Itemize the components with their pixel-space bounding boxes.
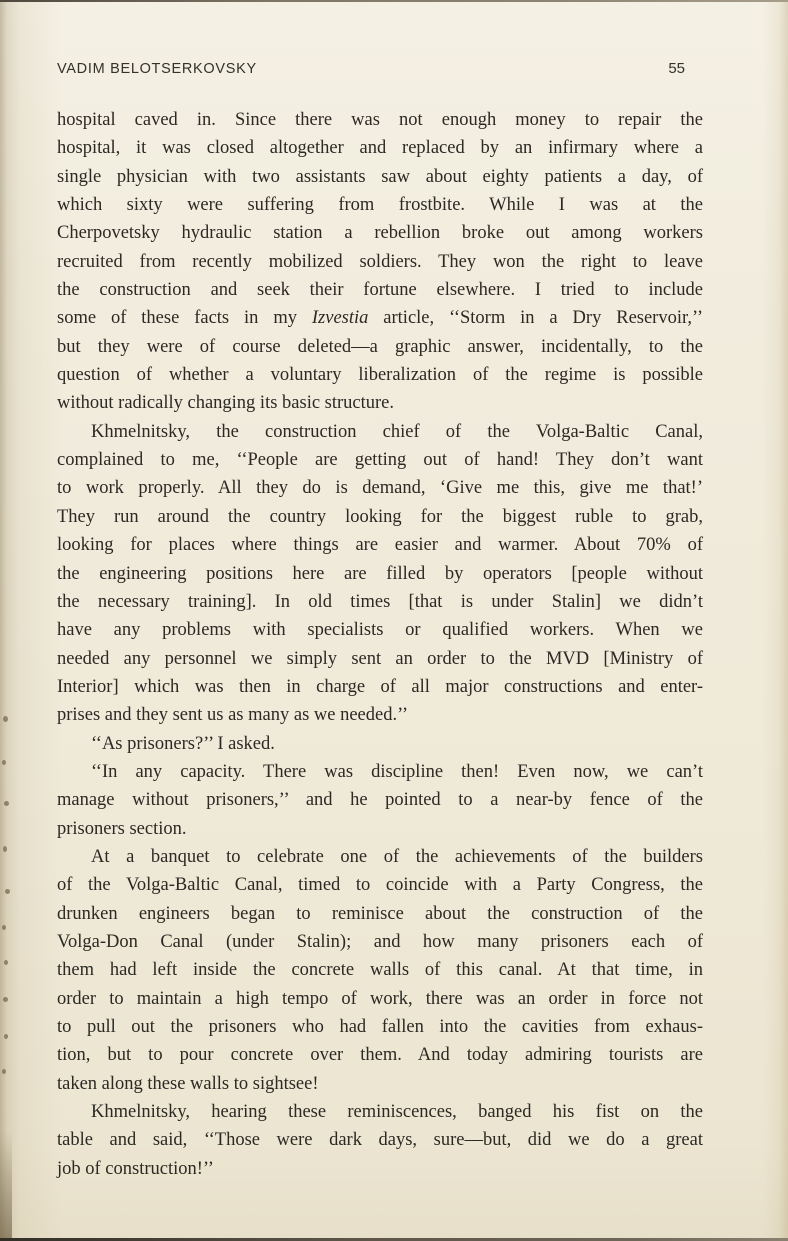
scan-speckle	[3, 846, 7, 852]
text-segment: tion, but to pour concrete over them. And today admiring tourists are	[57, 1045, 703, 1066]
text-segment: hospital caved in. Since there was not enough money to repair the	[57, 110, 703, 130]
text-line	[57, 304, 703, 332]
text-line	[57, 333, 703, 361]
text-line	[57, 701, 703, 729]
text-segment: without radically changing its basic structure.	[57, 393, 395, 414]
scan-speckle	[4, 801, 9, 806]
text-segment: recruited from recently mobilized soldiers. They won the right to leave	[57, 251, 703, 272]
text-segment: to work properly. All they do is demand, ‘Give me this, give me that!’	[57, 478, 703, 499]
text-segment: needed any personnel we simply sent an order to the MVD [Ministry of	[57, 648, 703, 669]
scan-speckle	[3, 716, 8, 722]
text-segment: the construction and seek their fortune elsewhere. I tried to include	[57, 280, 703, 301]
text-segment: Cherpovetsky hydraulic station a rebellion broke out among workers	[57, 223, 703, 244]
scan-speckle	[5, 889, 10, 894]
text-segment: ‘‘As prisoners?’’ I asked.	[91, 733, 275, 754]
text-segment: hospital, it was closed altogether and replaced by an infirmary where a	[57, 138, 703, 159]
text-line	[57, 531, 703, 559]
italic-text: Izvestia	[311, 308, 369, 329]
text-line	[57, 106, 703, 134]
scan-shadow-bottom-left	[0, 1131, 12, 1241]
text-segment: table and said, ‘‘Those were dark days, sure—but, did we do a great	[57, 1130, 703, 1151]
text-segment: taken along these walls to sightsee!	[57, 1073, 319, 1094]
text-line	[57, 588, 703, 616]
text-line	[57, 134, 703, 162]
text-segment: Khmelnitsky, the construction chief of the Volga-Baltic Canal,	[91, 421, 703, 442]
text-line	[57, 1098, 703, 1126]
text-segment: Khmelnitsky, hearing these reminiscences, banged his fist on the	[91, 1102, 703, 1123]
scan-speckle	[2, 1069, 6, 1074]
text-segment: single physician with two assistants saw about eighty patients a day, of	[57, 166, 703, 187]
paragraph	[57, 730, 703, 758]
text-line	[57, 418, 703, 446]
text-line	[57, 956, 703, 984]
text-line	[57, 843, 703, 871]
text-segment: order to maintain a high tempo of work, there was an order in force not	[57, 988, 703, 1009]
text-segment: looking for places where things are easier and warmer. About 70% of	[57, 535, 703, 556]
text-segment: the necessary training]. In old times [that is under Stalin] we didn’t	[57, 591, 703, 612]
text-segment: complained to me, ‘‘People are getting out of hand! They don’t want	[57, 450, 703, 471]
paragraph	[57, 1098, 703, 1183]
running-header-author: VADIM BELOTSERKOVSKY	[57, 61, 257, 77]
text-line	[57, 474, 703, 502]
text-line	[57, 730, 703, 758]
page-body	[57, 106, 703, 1183]
text-line	[57, 389, 703, 417]
text-line	[57, 1013, 703, 1041]
text-line	[57, 1070, 703, 1098]
scan-speckle	[4, 1034, 8, 1039]
text-line	[57, 248, 703, 276]
paragraph	[57, 418, 703, 730]
paragraph	[57, 106, 703, 418]
text-segment: article, ‘‘Storm in a Dry Reservoir,’’	[368, 308, 703, 329]
text-segment: Volga-Don Canal (under Stalin); and how many prisoners each of	[57, 931, 703, 952]
text-line	[57, 900, 703, 928]
text-segment: them had left inside the concrete walls of this canal. At that time, in	[57, 960, 703, 981]
text-line	[57, 673, 703, 701]
text-line	[57, 758, 703, 786]
text-segment: question of whether a voluntary liberalization of the regime is possible	[57, 365, 703, 386]
text-segment: ‘‘In any capacity. There was discipline then! Even now, we can’t	[91, 761, 703, 782]
text-line	[57, 1126, 703, 1154]
text-segment: prises and they sent us as many as we needed.’’	[57, 705, 409, 726]
text-segment: have any problems with specialists or qualified workers. When we	[57, 620, 703, 641]
paragraph	[57, 758, 703, 843]
text-segment: job of construction!’’	[57, 1158, 214, 1179]
text-line	[57, 616, 703, 644]
scan-edge-top	[0, 0, 788, 2]
text-segment: the engineering positions here are filled by operators [people without	[57, 563, 703, 584]
text-line	[57, 985, 703, 1013]
text-segment: of the Volga-Baltic Canal, timed to coincide with a Party Congress, the	[57, 875, 703, 896]
text-line	[57, 163, 703, 191]
text-segment: which sixty were suffering from frostbite. While I was at the	[57, 195, 703, 216]
text-line	[57, 191, 703, 219]
scan-speckle	[3, 997, 8, 1002]
text-segment: drunken engineers began to reminisce about the construction of the	[57, 903, 703, 924]
text-line	[57, 815, 703, 843]
paragraph	[57, 843, 703, 1098]
text-line	[57, 446, 703, 474]
text-line	[57, 276, 703, 304]
text-segment: Interior] which was then in charge of all major constructions and enter-	[57, 676, 703, 697]
text-segment: At a banquet to celebrate one of the achievements of the builders	[91, 846, 703, 867]
text-line	[57, 1155, 703, 1183]
text-segment: They run around the country looking for the biggest ruble to grab,	[57, 506, 703, 527]
text-line	[57, 928, 703, 956]
text-segment: some of these facts in my	[57, 308, 312, 329]
scan-speckle	[2, 925, 6, 930]
page-number: 55	[668, 60, 685, 77]
text-line	[57, 871, 703, 899]
text-line	[57, 503, 703, 531]
running-header	[57, 60, 703, 77]
text-line	[57, 645, 703, 673]
text-segment: but they were of course deleted—a graphic answer, incidentally, to the	[57, 336, 703, 357]
scan-speckle	[2, 760, 6, 765]
text-line	[57, 219, 703, 247]
text-segment: manage without prisoners,’’ and he pointed to a near-by fence of the	[57, 790, 703, 811]
text-line	[57, 1041, 703, 1069]
text-segment: prisoners section.	[57, 818, 187, 839]
text-segment: to pull out the prisoners who had fallen into the cavities from exhaus-	[57, 1017, 703, 1037]
scan-speckle	[4, 960, 8, 965]
text-line	[57, 361, 703, 389]
text-line	[57, 560, 703, 588]
text-line	[57, 786, 703, 814]
